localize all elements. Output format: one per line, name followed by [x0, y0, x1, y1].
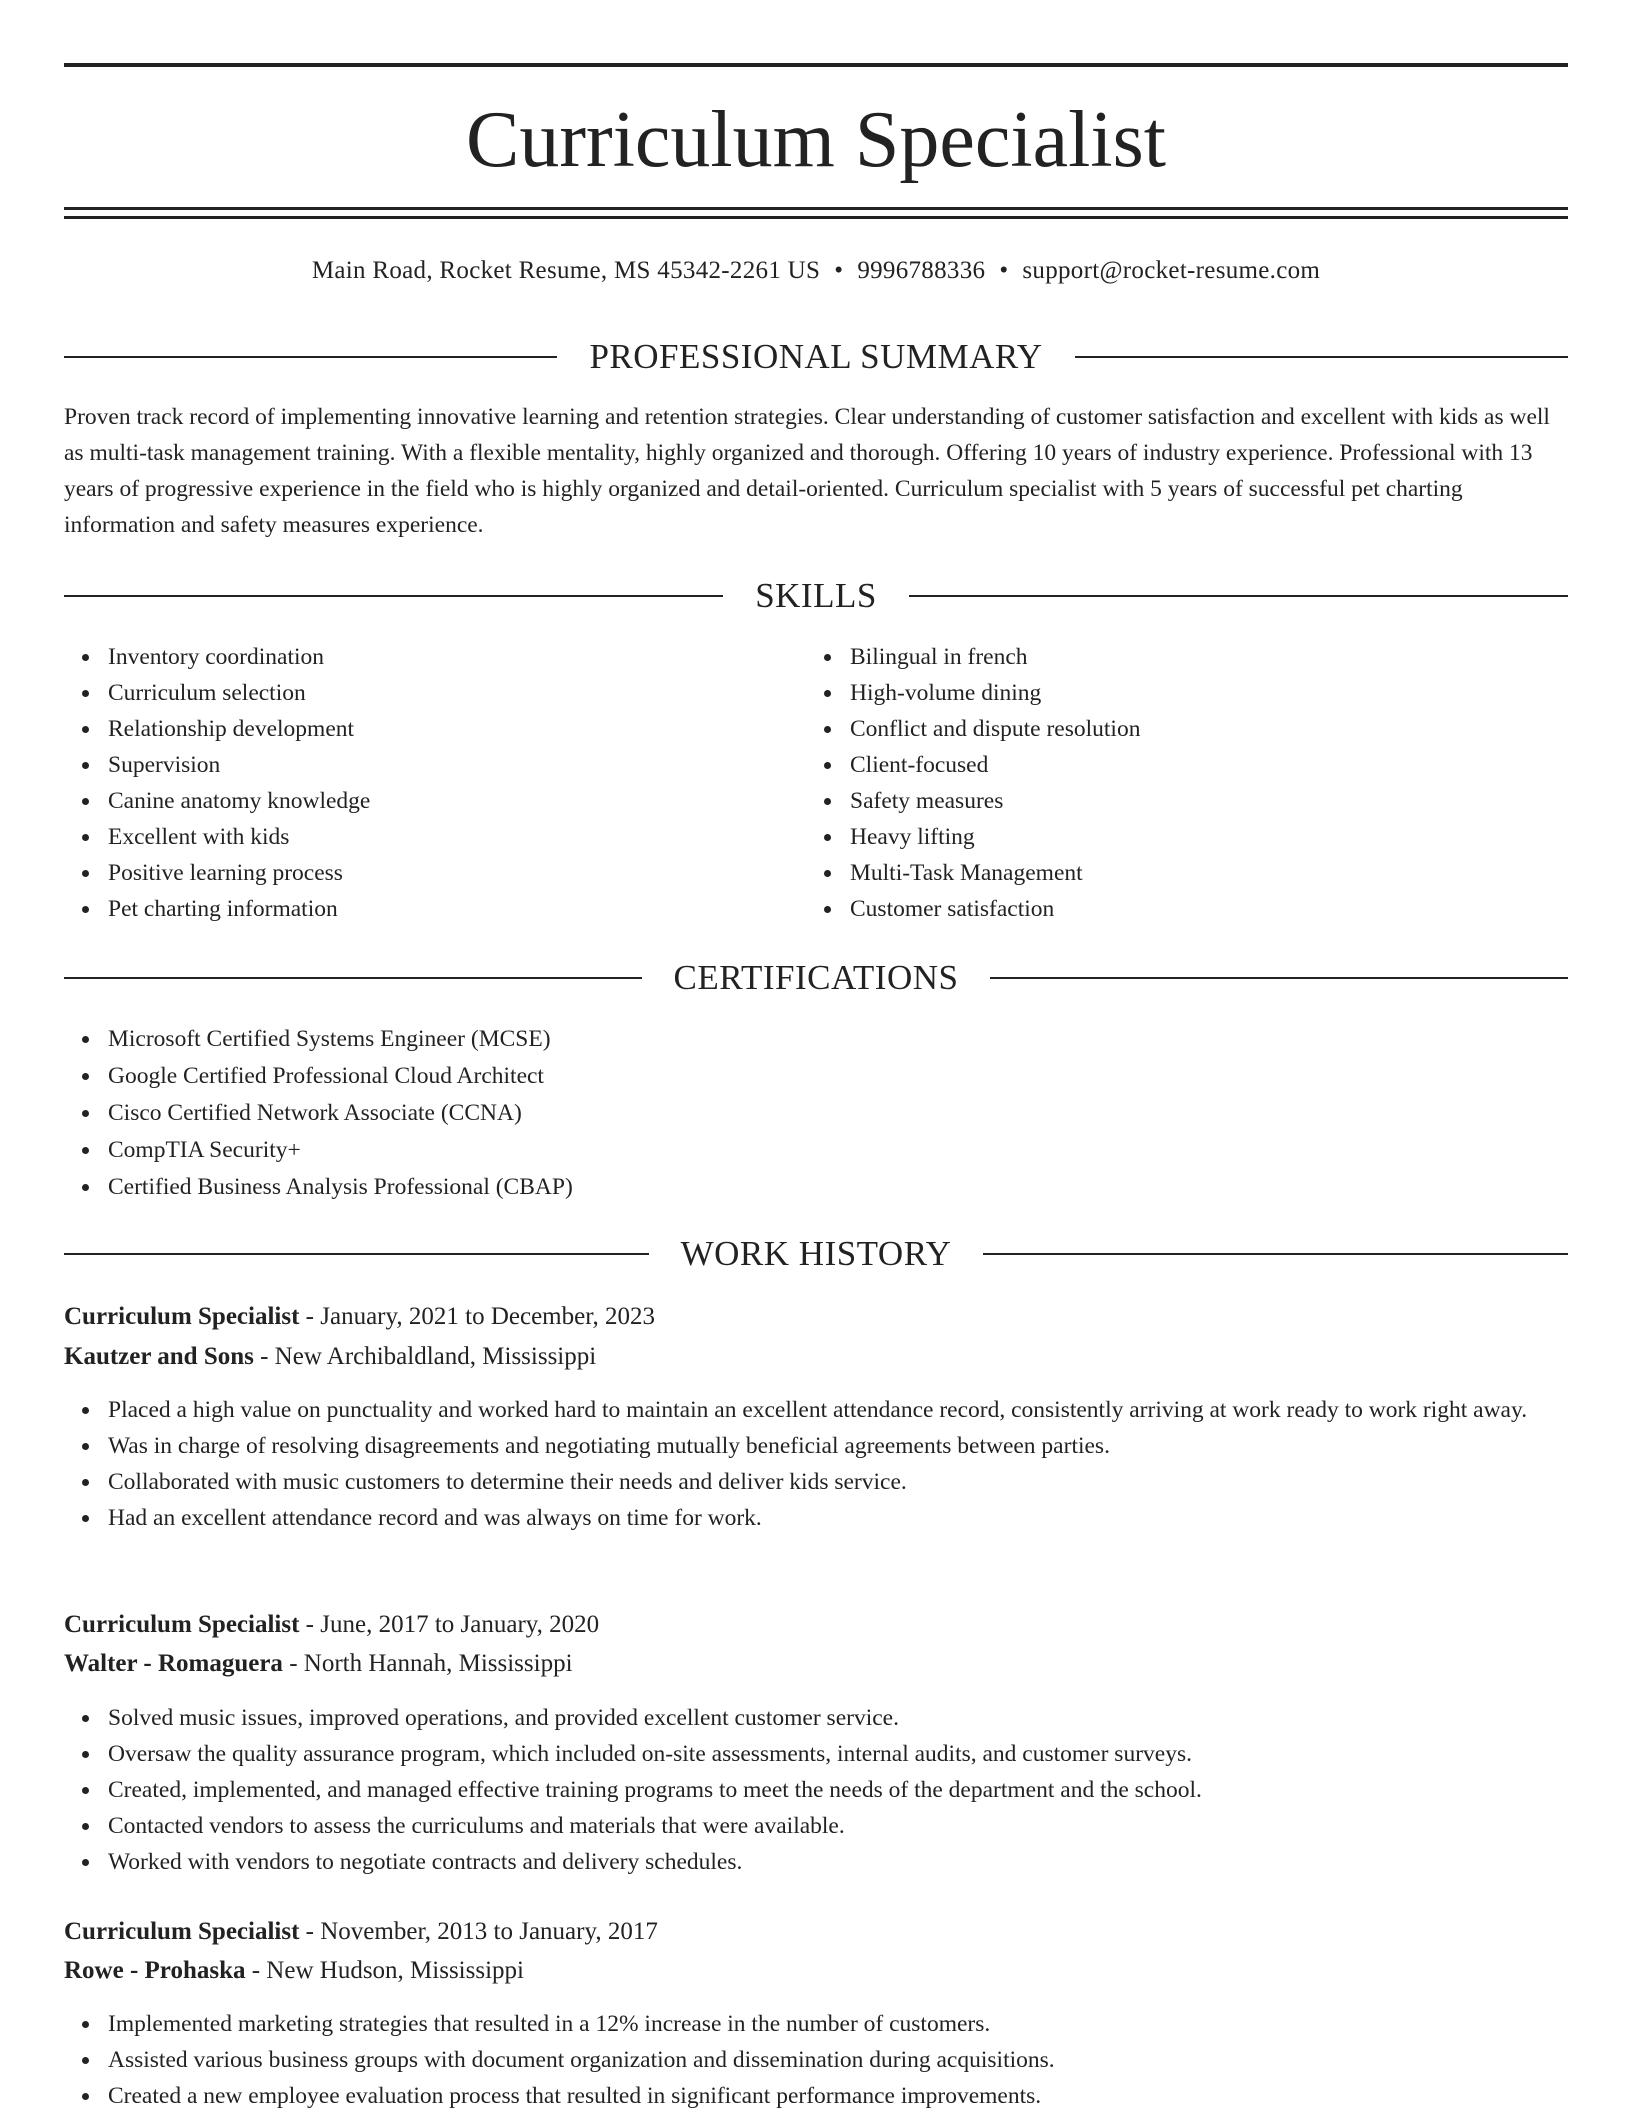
job-dates: - June, 2017 to January, 2020: [305, 1611, 600, 1638]
skill-item: Supervision: [108, 747, 848, 783]
certification-item: Certified Business Analysis Professional (CBAP): [108, 1169, 1568, 1205]
skill-item: Safety measures: [850, 783, 1570, 819]
certifications-heading: [64, 956, 1568, 1000]
contact-address: Main Road, Rocket Resume, MS 45342-2261 US: [311, 257, 821, 284]
skill-item: Multi-Task Management: [850, 855, 1570, 891]
work-history-heading: [64, 1232, 1568, 1276]
job-title-line: [64, 1914, 658, 1950]
skill-item: Excellent with kids: [108, 819, 848, 855]
skill-item: Bilingual in french: [850, 639, 1570, 675]
section-title: SKILLS: [755, 576, 877, 615]
job-title-line: [64, 1607, 599, 1643]
candidate-name: Curriculum Specialist: [466, 96, 1166, 184]
heading-rule: [990, 977, 1568, 979]
job-employer: Walter - Romaguera: [64, 1650, 283, 1677]
job-title: Curriculum Specialist: [64, 1611, 300, 1638]
section-title: WORK HISTORY: [680, 1234, 952, 1273]
job-location: - New Archibaldland, Mississippi: [260, 1343, 597, 1370]
skills-list-left: [64, 639, 848, 927]
job-duties-list: [64, 1700, 1612, 1880]
job-duty: Contacted vendors to assess the curriculums and materials that were available.: [108, 1808, 1612, 1844]
heading-rule: [64, 1253, 649, 1255]
skills-list-right: [806, 639, 1570, 927]
job-duty: Had an excellent attendance record and was always on time for work.: [108, 1500, 1612, 1536]
header-rule-upper: [64, 207, 1568, 210]
job-employer: Kautzer and Sons: [64, 1343, 254, 1370]
contact-email: support@rocket-resume.com: [1022, 257, 1321, 284]
job-duty: Assisted various business groups with document organization and dissemination during acquisitions.: [108, 2042, 1612, 2078]
section-title: CERTIFICATIONS: [673, 958, 959, 997]
certifications-list: [64, 1021, 1568, 1205]
heading-rule: [983, 1253, 1568, 1255]
heading-rule: [909, 595, 1568, 597]
skills-heading: [64, 574, 1568, 618]
job-duty: Created a new employee evaluation process that resulted in significant performance improvements.: [108, 2078, 1612, 2114]
job-employer: Rowe - Prohaska: [64, 1957, 246, 1984]
job-duty: Implemented marketing strategies that resulted in a 12% increase in the number of customers.: [108, 2006, 1612, 2042]
skill-item: Customer satisfaction: [850, 891, 1570, 927]
summary-text: Proven track record of implementing innovative learning and retention strategies. Clear understanding of customer satisfaction and excellent with kids as well as multi-task management training. With a flexible mentality, highly organized and thorough. Offering 10 years of industry experience. Professional with 13 years of progressive experience in the field who is highly organized and detail-oriented. Curriculum specialist with 5 years of successful pet charting information and safety measures experience.: [64, 404, 1550, 538]
job-title: Curriculum Specialist: [64, 1303, 300, 1330]
certification-item: Google Certified Professional Cloud Architect: [108, 1058, 1568, 1094]
job-title: Curriculum Specialist: [64, 1918, 300, 1945]
job-duty: Collaborated with music customers to determine their needs and deliver kids service.: [108, 1464, 1612, 1500]
heading-rule: [64, 356, 557, 358]
job-dates: - November, 2013 to January, 2017: [305, 1918, 658, 1945]
skill-item: Client-focused: [850, 747, 1570, 783]
job-employer-line: [64, 1339, 596, 1375]
job-employer-line: [64, 1953, 524, 1989]
certification-item: CompTIA Security+: [108, 1132, 1568, 1168]
skill-item: Conflict and dispute resolution: [850, 711, 1570, 747]
certification-item: Microsoft Certified Systems Engineer (MCSE): [108, 1021, 1568, 1057]
job-duty: Oversaw the quality assurance program, which included on-site assessments, internal audits, and customer surveys.: [108, 1736, 1612, 1772]
heading-rule: [1075, 356, 1568, 358]
job-duty: Solved music issues, improved operations, and provided excellent customer service.: [108, 1700, 1612, 1736]
job-duties-list: [64, 2006, 1612, 2114]
skill-item: Pet charting information: [108, 891, 848, 927]
job-duty: Created, implemented, and managed effective training programs to meet the needs of the department and the school.: [108, 1772, 1612, 1808]
skill-item: High-volume dining: [850, 675, 1570, 711]
skill-item: Positive learning process: [108, 855, 848, 891]
contact-separator: •: [999, 257, 1009, 284]
heading-rule: [64, 977, 642, 979]
contact-phone: 9996788336: [857, 257, 986, 284]
skill-item: Canine anatomy knowledge: [108, 783, 848, 819]
skill-item: Relationship development: [108, 711, 848, 747]
summary-heading: [64, 335, 1568, 379]
skill-item: Heavy lifting: [850, 819, 1570, 855]
section-title: PROFESSIONAL SUMMARY: [589, 337, 1043, 376]
job-duty: Worked with vendors to negotiate contracts and delivery schedules.: [108, 1844, 1612, 1880]
header-rule-lower: [64, 216, 1568, 219]
job-dates: - January, 2021 to December, 2023: [305, 1303, 656, 1330]
certification-item: Cisco Certified Network Associate (CCNA): [108, 1095, 1568, 1131]
contact-separator: •: [834, 257, 844, 284]
contact-line: [64, 253, 1568, 289]
top-rule: [64, 63, 1568, 67]
job-title-line: [64, 1299, 655, 1335]
job-duty: Placed a high value on punctuality and worked hard to maintain an excellent attendance record, consistently arriving at work ready to work right away.: [108, 1392, 1612, 1428]
skill-item: Inventory coordination: [108, 639, 848, 675]
job-location: - New Hudson, Mississippi: [251, 1957, 524, 1984]
skill-item: Curriculum selection: [108, 675, 848, 711]
job-employer-line: [64, 1646, 573, 1682]
heading-rule: [64, 595, 723, 597]
job-location: - North Hannah, Mississippi: [289, 1650, 573, 1677]
job-duties-list: [64, 1392, 1612, 1536]
job-duty: Was in charge of resolving disagreements and negotiating mutually beneficial agreements between parties.: [108, 1428, 1612, 1464]
